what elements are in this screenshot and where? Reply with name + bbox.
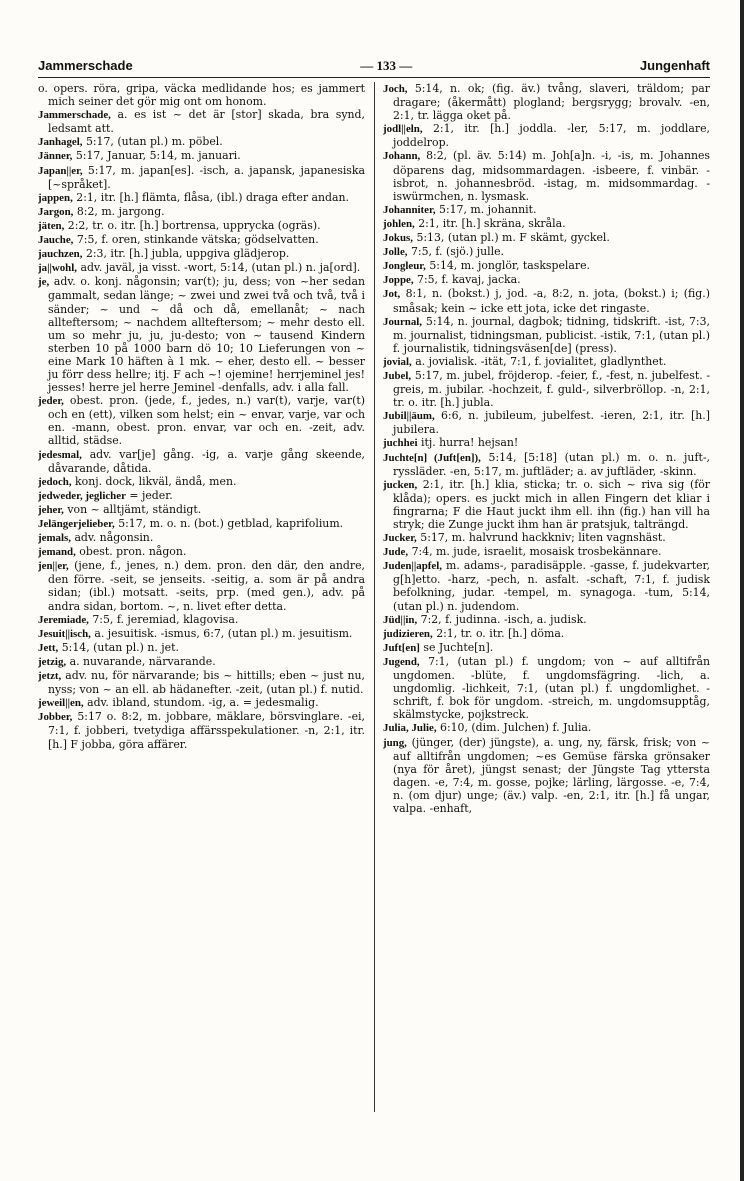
entry-headword: Joppe, [383, 274, 414, 287]
dictionary-entry [383, 245, 710, 259]
entry-headword: Jüd||in, [383, 613, 418, 626]
dictionary-entry [38, 233, 365, 247]
dictionary-entry [383, 122, 710, 149]
entry-definition: 5:13, (utan pl.) m. F skämt, gyckel. [416, 231, 610, 245]
entry-headword: je, [38, 276, 50, 289]
entry-definition: konj. dock, likväl, ändå, men. [75, 474, 237, 488]
entry-definition: 2:2, tr. o. itr. [h.] bortrensa, upprycka (ogräs). [67, 218, 321, 232]
dictionary-entry [383, 721, 710, 735]
entry-headword: ja||wohl, [38, 262, 77, 275]
dictionary-entry [38, 205, 365, 219]
entry-definition: obest. pron. någon. [79, 545, 187, 559]
entry-headword: Jubel, [383, 369, 412, 382]
entry-definition: 7:1, (utan pl.) f. ungdom; von ~ auf alltifrån ungdomen. -blüte, f. ungdomsfägring. -lich, a. ungdomlig. -lichkeit, 7:1, (utan pl.) f. ungdomlighet. -schrift, f. bok för ungdom. -streich, m. ungdomsupptåg, skälmstycke, pojkstreck. [393, 654, 710, 722]
entry-headword: jeher, [38, 503, 64, 516]
page-edge [740, 0, 744, 1181]
dictionary-entry [38, 655, 365, 669]
entry-definition: adv. ibland, stundom. -ig, a. = jedesmalig. [87, 696, 319, 710]
entry-headword: Johanniter, [383, 203, 436, 216]
entry-definition: itj. hurra! hejsan! [420, 436, 519, 450]
entry-definition: 5:14, (utan pl.) n. jet. [61, 640, 179, 654]
dictionary-entry [38, 149, 365, 163]
entry-headword: jemand, [38, 546, 76, 559]
dictionary-entry [38, 219, 365, 233]
column-divider [374, 82, 375, 1112]
entry-headword: Jot, [383, 288, 401, 301]
entry-definition: 8:1, n. (bokst.) j, jod. -a, 8:2, n. jota, (bokst.) i; (fig.) småsak; kein ~ icke ett jota, icke det ringaste. [393, 287, 710, 315]
dictionary-entry [383, 736, 710, 816]
entry-headword: jetzt, [38, 670, 62, 683]
entry-definition: 6:6, n. jubileum, jubelfest. -ieren, 2:1, itr. [h.] jubilera. [393, 409, 710, 437]
dictionary-entry [38, 489, 365, 503]
dictionary-entry [383, 531, 710, 545]
entry-definition: adv. nu, för närvarande; bis ~ hittills; eben ~ just nu, nyss; von ~ an ell. ab hädanefter. -zeit, (utan pl.) f. nutid. [48, 669, 365, 697]
entry-definition: obest. pron. (jede, f., jedes, n.) var(t), varje, var(t) och en (ett), vilken som helst; ein ~ envar, varje, var och en. -mann, obest. pron. envar, var och en. -zeit, adv. alltid, städse. [48, 394, 365, 448]
entry-headword: Jucker, [383, 532, 417, 545]
entry-definition: 7:5, f. jeremiad, klagovisa. [92, 612, 239, 626]
entry-definition: 5:14, n. journal, dagbok; tidning, tidskrift. -ist, 7:3, m. journalist, tidningsman, publicist. -istik, 7:1, (utan pl.) f. journalistik, tidningsväsen[de] (press). [393, 314, 710, 355]
entry-headword: juchhei [383, 437, 418, 450]
entry-definition: von ~ alltjämt, ständigt. [67, 502, 202, 516]
entry-definition: a. nuvarande, närvarande. [69, 654, 216, 668]
entry-headword: Janhagel, [38, 136, 83, 149]
running-header [38, 58, 710, 78]
dictionary-entry [383, 217, 710, 231]
entry-headword: Juden||apfel, [383, 560, 442, 573]
entry-definition: 2:1, itr. [h.] flämta, flåsa, (ibl.) draga efter andan. [76, 190, 349, 204]
entry-headword: jetzig, [38, 655, 67, 668]
entry-headword: jeder, [38, 395, 64, 408]
entry-definition: 5:17, m. johannit. [439, 202, 537, 216]
dictionary-entry [383, 82, 710, 122]
entry-definition: 7:2, f. judinna. -isch, a. judisk. [420, 612, 587, 626]
entry-headword: jappen, [38, 191, 73, 204]
entry-headword: Japan||er, [38, 164, 83, 177]
entry-headword: Jeremiade, [38, 613, 89, 626]
entry-headword: Journal, [383, 315, 423, 328]
entry-definition: 2:3, itr. [h.] jubla, uppgiva glädjerop. [85, 247, 290, 261]
entry-headword: jeweil||en, [38, 697, 84, 710]
entry-headword: Jugend, [383, 655, 420, 668]
dictionary-entry [383, 203, 710, 217]
entry-definition: (jünger, (der) jüngste), a. ung, ny, färsk, frisk; von ~ auf alltifrån ungdomen; ~es Gemüse färska grönsaker (nya för året), jüngst senast; der Jüngste Tag yttersta dagen. -e, 7:4, m. gosse, pojke; lärling, lärgosse. -e, 7:4, n. (om djur) unge; (äv.) valp. -en, 2:1, itr. [h.] få ungar, valpa. -enhaft, [393, 735, 710, 815]
entry-headword: jemals, [38, 532, 71, 545]
entry-headword: jovial, [383, 355, 412, 368]
entry-definition: adv. någonsin. [74, 531, 154, 545]
dictionary-entry [38, 669, 365, 696]
entry-definition: 5:14, [5:18] (utan pl.) m. o. n. juft-, ryssläder. -en, 5:17, m. juftläder; a. av juftläder, -skinn. [393, 450, 710, 478]
entry-headword: Juchte[n] (Juft[en]), [383, 451, 481, 464]
page-number: — 133 — [360, 58, 413, 73]
dictionary-entry [38, 627, 365, 641]
dictionary-entry [38, 261, 365, 275]
dictionary-entry [38, 641, 365, 655]
entry-definition: a. jovialisk. -ität, 7:1, f. jovialitet, gladlynthet. [415, 354, 667, 368]
entry-definition: 8:2, m. jargong. [76, 204, 165, 218]
entry-headword: Jesuit||isch, [38, 627, 91, 640]
entry-headword: jauchzen, [38, 248, 83, 261]
entry-definition: 5:17 o. 8:2, m. jobbare, mäklare, börsvinglare. -ei, 7:1, f. jobberi, tvetydiga affärsspekulationer. -n, 2:1, itr. [h.] F jobba, göra affärer. [48, 710, 365, 751]
dictionary-entry [383, 478, 710, 531]
entry-headword: jung, [383, 736, 407, 749]
entry-definition: 7:5, f. oren, stinkande vätska; gödselvatten. [76, 233, 319, 247]
right-column [383, 82, 710, 1112]
dictionary-entry [383, 369, 710, 409]
entry-headword: jedoch, [38, 475, 72, 488]
dictionary-entry [38, 247, 365, 261]
header-left-guideword: Jammerschade [38, 58, 133, 73]
dictionary-entry [38, 82, 365, 108]
entry-headword: johlen, [383, 217, 415, 230]
entry-headword: Juft[en] [383, 641, 420, 654]
entry-definition: 2:1, itr. [h.] skräna, skråla. [418, 216, 566, 230]
entry-definition: a. es ist ~ det är [stor] skada, bra synd, ledsamt att. [48, 108, 365, 136]
entry-headword: jedesmal, [38, 448, 82, 461]
entry-definition: se Juchte[n]. [423, 640, 494, 654]
entry-definition: adv. javäl, ja visst. -wort, 5:14, (utan pl.) n. ja[ord]. [80, 261, 361, 275]
entry-definition: 2:1, tr. o. itr. [h.] döma. [436, 626, 565, 640]
entry-definition: 8:2, (pl. äv. 5:14) m. Joh[a]n. -i, -is, m. Johannes döparens dag, midsommardagen. -isbeere, f. vinbär. -isbrot, n. johannesbröd. -istag, m. midsommardag. -iswürmchen, n. lysmask. [393, 149, 710, 203]
entry-definition: 2:1, itr. [h.] klia, sticka; tr. o. sich ~ riva sig (för klåda); opers. es juckt mich in allen Fingern det kliar i fingrarna; F die Haut juckt ihm ell. ihn (fig.) han vill ha stryk; die Zunge juckt ihm han är pratsjuk, talträngd. [393, 477, 710, 531]
entry-headword: Jelängerjelieber, [38, 518, 115, 530]
dictionary-entry [38, 164, 365, 191]
dictionary-entry [383, 355, 710, 369]
entry-headword: Jargon, [38, 205, 74, 218]
entry-definition: 5:14, m. jonglör, taskspelare. [429, 259, 591, 273]
dictionary-entry [38, 710, 365, 750]
entry-definition: 5:14, n. ok; (fig. äv.) tvång, slaveri, träldom; par dragare; (åkermått) plogland; bergsrygg; brovalv. -en, 2:1, tr. lägga oket på. [393, 82, 710, 123]
entry-headword: Jubil||äum, [383, 410, 435, 423]
header-right-guideword: Jungenhaft [639, 58, 710, 73]
dictionary-entry [38, 517, 365, 531]
entry-headword: Jänner, [38, 150, 73, 163]
dictionary-entry [383, 273, 710, 287]
dictionary-entry [38, 275, 365, 394]
dictionary-entry [38, 613, 365, 627]
dictionary-entry [383, 545, 710, 559]
entry-headword: Joch, [383, 83, 408, 95]
entry-headword: jedweder, jeglicher [38, 489, 126, 502]
dictionary-entry [383, 287, 710, 314]
entry-definition: 5:17, (utan pl.) m. pöbel. [85, 135, 223, 149]
entry-headword: Jolle, [383, 246, 408, 259]
dictionary-entry [383, 655, 710, 721]
dictionary-entry [383, 641, 710, 655]
entry-definition: 7:5, f. (sjö.) julle. [410, 245, 505, 259]
dictionary-entry [38, 559, 365, 612]
entry-headword: Jauche, [38, 234, 74, 247]
entry-headword: Jammerschade, [38, 109, 111, 122]
entry-definition: 7:5, f. kavaj, jacka. [417, 273, 521, 287]
dictionary-entry [38, 135, 365, 149]
dictionary-entry [383, 231, 710, 245]
dictionary-entry [383, 627, 710, 641]
entry-definition: 5:17, m. o. n. (bot.) getblad, kaprifolium. [118, 517, 344, 530]
entry-headword: Jobber, [38, 711, 73, 724]
entry-headword: Johann, [383, 150, 421, 163]
left-column [38, 82, 365, 1112]
dictionary-entry [38, 545, 365, 559]
entry-definition: 2:1, itr. [h.] joddla. -ler, 5:17, m. joddlare, joddelrop. [393, 122, 710, 150]
entry-headword: Jude, [383, 546, 409, 559]
dictionary-entry [383, 409, 710, 436]
entry-headword: jen||er, [38, 560, 69, 573]
dictionary-entry [383, 315, 710, 355]
dictionary-entry [383, 149, 710, 202]
entry-headword: Jett, [38, 641, 59, 654]
entry-definition: a. jesuitisk. -ismus, 6:7, (utan pl.) m. jesuitism. [94, 626, 353, 640]
dictionary-entry [383, 613, 710, 627]
entry-definition: 5:17, Januar, 5:14, m. januari. [75, 149, 241, 163]
entry-definition: 5:17, m. halvrund hackkniv; liten vagnshäst. [420, 531, 666, 545]
entry-definition: m. adams-, paradisäpple. -gasse, f. judekvarter, g[h]etto. -harz, -pech, n. asfalt. -schaft, 7:1, f. judisk befolkning, judar. -tempel, m. synagoga. -tum, 5:14, (utan pl.) n. judendom. [393, 559, 710, 613]
entry-definition: (jene, f., jenes, n.) dem. pron. den där, den andre, den förre. -seit, se jenseits. -seitig, a. som är på andra sidan; (ibl.) motsatt. -seits, prp. (med gen.), adv. på andra sidan, bortom. ~, n. livet efter detta. [48, 559, 365, 613]
entry-definition: 7:4, m. jude, israelit, mosaisk trosbekännare. [411, 545, 662, 559]
entry-definition: adv. o. konj. någonsin; var(t); ju, dess; von ~her sedan gammalt, sedan länge; ~ zwei und zwei två och två, två i sänder; ~ und ~ då och då, emellanåt; ~ nach allteftersom; ~ nachdem allteftersom; ~ mehr desto ell. um so mehr ju, ju, ju-desto; von ~ tausend Kindern sterben 10 på 1000 barn dö 10; 10 Lieferungen von ~ eine Mark 10 häften à 1 mk. ~ eher, desto ell. ~ besser ju förr dess hellre; itj. F ach ~! ojemine! herrjeminel jes! jesses! herre jel herre Jeminel -denfalls, adv. i alla fall. [48, 275, 365, 395]
dictionary-entry [38, 696, 365, 710]
entry-headword: Jokus, [383, 232, 413, 245]
entry-definition: adv. var[je] gång. -ig, a. varje gång skeende, dåvarande, dåtida. [48, 447, 365, 475]
dictionary-entry [38, 448, 365, 475]
entry-headword: judizieren, [383, 627, 433, 640]
entry-definition: 5:17, m. jubel, fröjderop. -feier, f., -fest, n. jubelfest. -greis, m. jubilar. -hochzeit, f. guld-, silverbröllop. -n, 2:1, tr. o. itr. [h.] jubla. [393, 368, 710, 410]
dictionary-entry [38, 191, 365, 205]
dictionary-entry [383, 436, 710, 450]
columns [38, 82, 710, 1112]
entry-headword: Jongleur, [383, 260, 426, 273]
dictionary-entry [38, 503, 365, 517]
dictionary-entry [38, 108, 365, 135]
dictionary-entry [383, 559, 710, 612]
dictionary-entry [38, 475, 365, 489]
dictionary-entry [383, 259, 710, 273]
entry-definition: o. opers. röra, gripa, väcka medlidande hos; es jammert mich seiner det gör mig ont om honom. [38, 82, 365, 109]
entry-headword: jucken, [383, 478, 418, 491]
entry-definition: = jeder. [129, 488, 173, 502]
dictionary-entry [38, 394, 365, 447]
entry-headword: jodl||eln, [383, 123, 423, 136]
dictionary-entry [383, 451, 710, 478]
dictionary-entry [38, 531, 365, 545]
entry-headword: Julia, Julie, [383, 722, 437, 735]
entry-headword: jäten, [38, 219, 65, 232]
entry-definition: 5:17, m. japan[es]. -isch, a. japansk, japanesiska [~språket]. [48, 163, 365, 191]
entry-definition: 6:10, (dim. Julchen) f. Julia. [440, 721, 592, 735]
